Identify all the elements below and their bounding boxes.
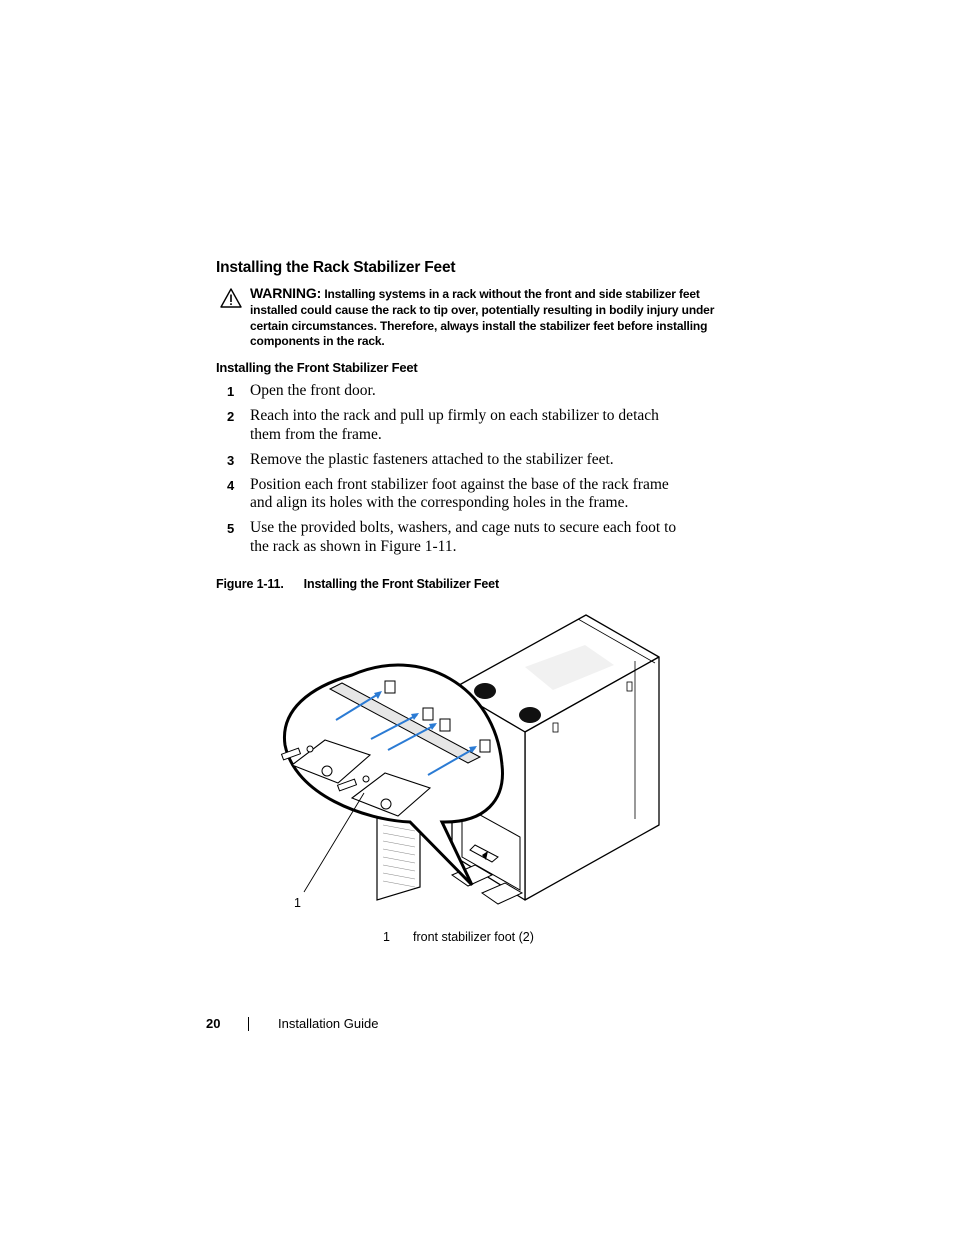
warning-label: WARNING: xyxy=(250,285,322,301)
figure-title: Installing the Front Stabilizer Feet xyxy=(303,577,499,591)
step-item xyxy=(216,519,686,556)
step-item xyxy=(216,382,686,401)
figure-caption xyxy=(216,577,499,591)
step-item xyxy=(216,451,686,470)
step-number: 5 xyxy=(227,521,235,536)
step-text: Reach into the rack and pull up firmly on each stabilizer to detach them from the frame. xyxy=(250,407,659,443)
callout-marker: 1 xyxy=(294,896,301,910)
cable-hole xyxy=(519,707,541,723)
subsection-heading: Installing the Front Stabilizer Feet xyxy=(216,360,418,375)
cable-hole xyxy=(474,683,496,699)
steps-list xyxy=(216,382,686,563)
callout-leader-line xyxy=(304,793,364,892)
callout-number: 1 xyxy=(383,930,390,944)
page-number: 20 xyxy=(206,1016,221,1031)
step-text: Use the provided bolts, washers, and cage nuts to secure each foot to the rack as shown in Figure 1-11. xyxy=(250,519,677,555)
section-heading: Installing the Rack Stabilizer Feet xyxy=(216,259,456,276)
warning-body: Installing systems in a rack without the front and side stabilizer feet installed could cause the rack to tip over, potentially resulting in bodily injury under certain circumstances. Therefore, always install the stabilizer feet before installing components in the rack. xyxy=(250,287,715,349)
warning-block xyxy=(216,286,716,350)
step-text: Position each front stabilizer foot against the base of the rack frame and align its holes with the corresponding holes in the frame. xyxy=(250,475,669,511)
callout-label: front stabilizer foot (2) xyxy=(413,930,534,944)
footer-doc-title: Installation Guide xyxy=(278,1016,379,1031)
step-text: Open the front door. xyxy=(250,382,376,399)
step-number: 3 xyxy=(227,452,235,468)
step-item xyxy=(216,476,686,513)
step-item xyxy=(216,407,686,444)
step-number: 1 xyxy=(227,384,235,399)
figure-number: Figure 1-11. xyxy=(216,577,284,591)
warning-icon xyxy=(220,288,242,308)
warning-text xyxy=(250,286,716,350)
rack-stabilizer-illustration xyxy=(270,605,670,915)
step-text: Remove the plastic fasteners attached to the stabilizer feet. xyxy=(250,450,614,468)
step-number: 4 xyxy=(227,477,235,493)
footer-divider xyxy=(248,1017,249,1031)
step-number: 2 xyxy=(227,409,235,424)
